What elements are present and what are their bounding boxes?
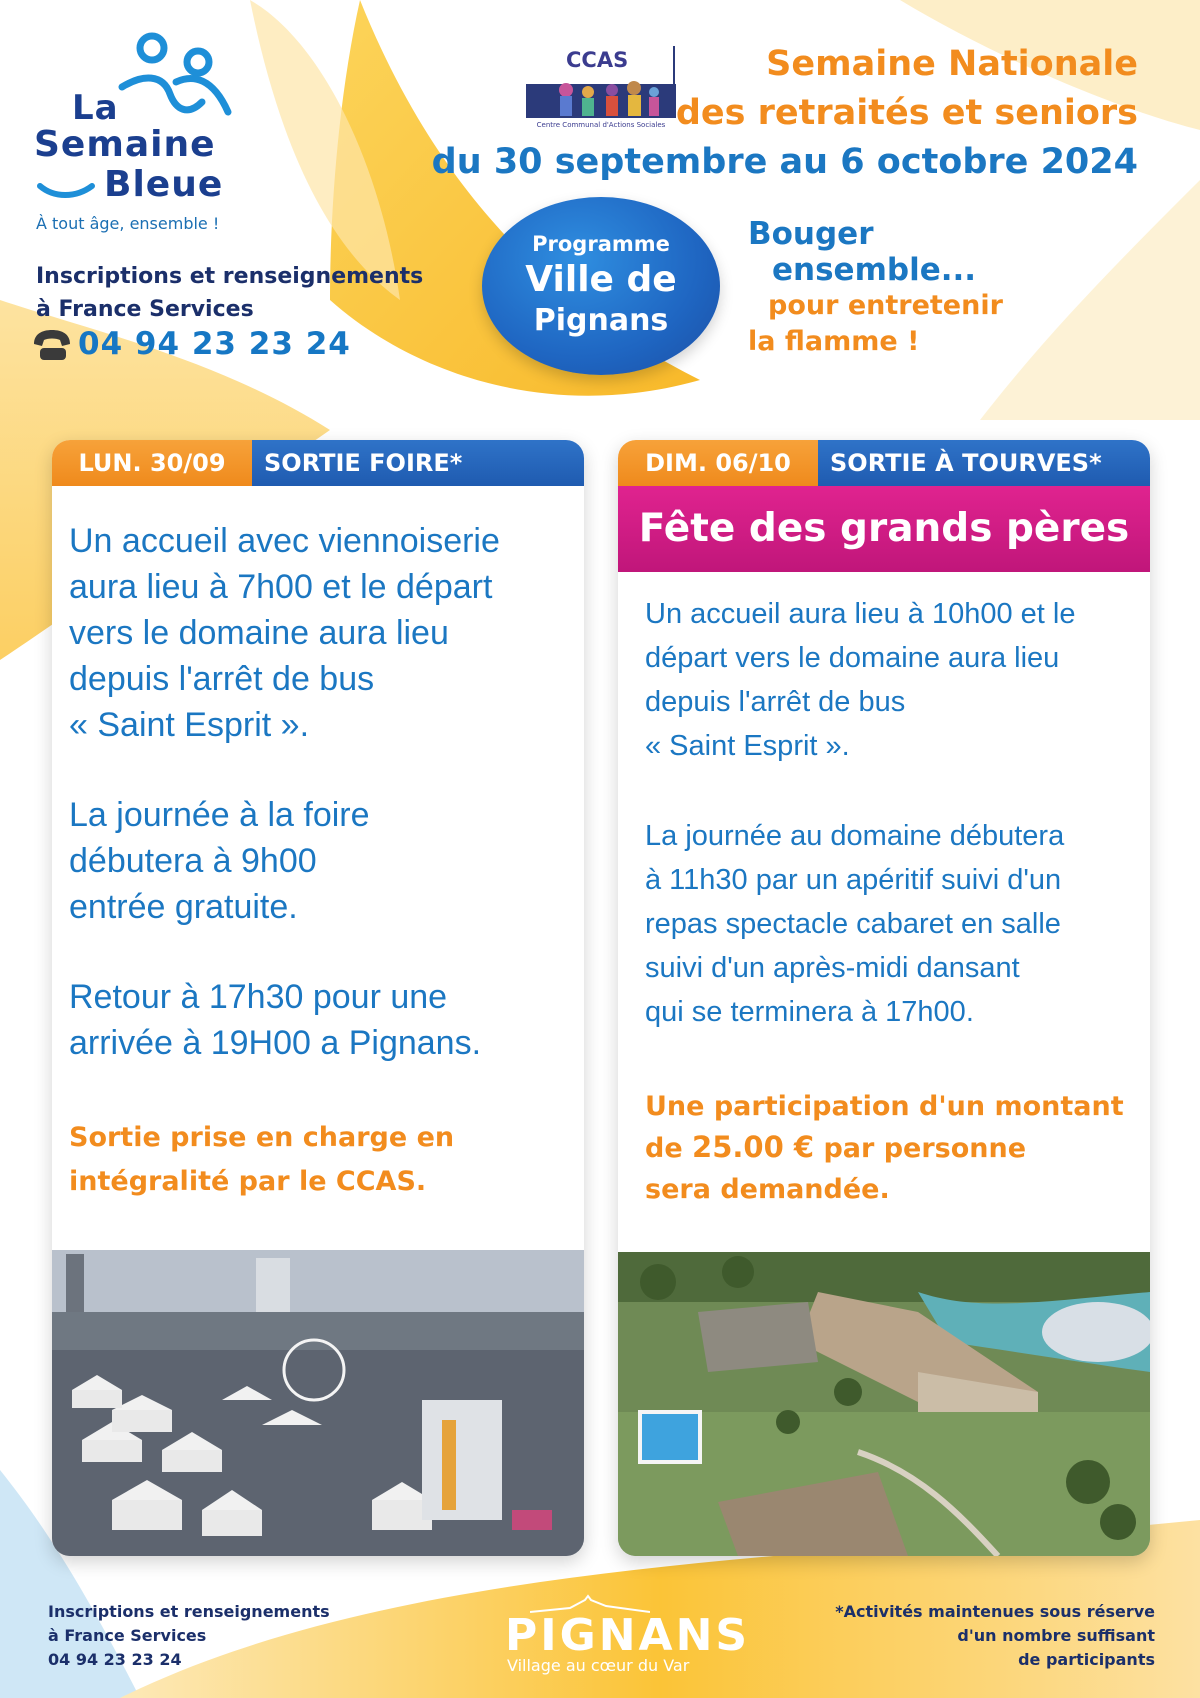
header-line2: des retraités et seniors [675,93,1138,133]
pignans-logo-subtitle: Village au cœur du Var [507,1656,690,1675]
slogan-line4: la flamme ! [748,326,920,357]
slogan-line1: Bouger [748,216,874,252]
semaine-bleue-people-icon [118,32,238,122]
card-right-title: SORTIE À TOURVES* [818,440,1150,486]
footer-contact: Inscriptions et renseignements à France Services 04 94 23 23 24 [48,1600,330,1672]
card-left-para3: Retour à 17h30 pour une arrivée à 19H00 a Pignans. [69,978,482,1062]
pignans-logo-text: PIGNANS [505,1610,751,1661]
logo-line-bleue: Bleue [104,164,224,205]
smile-icon [36,180,96,200]
programme-bubble [482,197,720,375]
ccas-title: CCAS [566,48,629,72]
logo-line-semaine: Semaine [34,124,216,165]
slogan-line2: ensemble... [772,252,977,288]
fair-photo [52,1250,584,1556]
header-dates: du 30 septembre au 6 octobre 2024 [431,142,1138,182]
price-amount: 25.00 € [692,1130,815,1164]
contact-line1: Inscriptions et renseignements [36,264,424,289]
contact-block [36,260,423,326]
card-left-date: LUN. 30/09 [52,440,252,486]
contact-phone[interactable]: 04 94 23 23 24 [78,326,351,362]
card-left-title: SORTIE FOIRE* [252,440,584,486]
card-right-date: DIM. 06/10 [618,440,818,486]
card-left-para1: Un accueil avec viennoiserie aura lieu à 7h00 et le départ vers le domaine aura lieu depuis l'arrêt de bus « Saint Esprit ». [69,522,500,744]
card-right-note: Une participation d'un montant de 25.00 € par personne sera demandée. [645,1091,1124,1205]
logo-tagline: À tout âge, ensemble ! [36,214,220,233]
card-left-para2: La journée à la foire débutera à 9h00 entrée gratuite. [69,796,370,926]
contact-line2: à France Services [36,297,254,322]
card-right-para2: La journée au domaine débutera à 11h30 par un apéritif suivi d'un repas spectacle cabaret en salle suivi d'un après-midi dansant qui se terminera à 17h00. [645,820,1065,1028]
bubble-line2: Ville de [525,259,677,300]
logo-line-la: La [72,88,119,128]
event-card-foire [52,440,584,1556]
card-right-para1: Un accueil aura lieu à 10h00 et le départ vers le domaine aura lieu depuis l'arrêt de bus « Saint Esprit ». [645,598,1076,762]
slogan-line3: pour entretenir [768,290,1003,321]
phone-icon [30,324,74,364]
ccas-subtitle: Centre Communal d'Actions Sociales [536,121,666,129]
event-card-tourves [618,440,1150,1556]
bubble-line3: Pignans [533,303,669,338]
footer-phone[interactable]: 04 94 23 23 24 [48,1650,182,1669]
card-right-banner: Fête des grands pères [618,486,1150,572]
footer-disclaimer: *Activités maintenues sous réserve d'un nombre suffisant de participants [835,1602,1155,1669]
header-line1: Semaine Nationale [766,44,1138,84]
domain-photo [618,1252,1150,1556]
bubble-line1: Programme [532,232,670,256]
card-left-note: Sortie prise en charge en intégralité par le CCAS. [69,1122,455,1197]
